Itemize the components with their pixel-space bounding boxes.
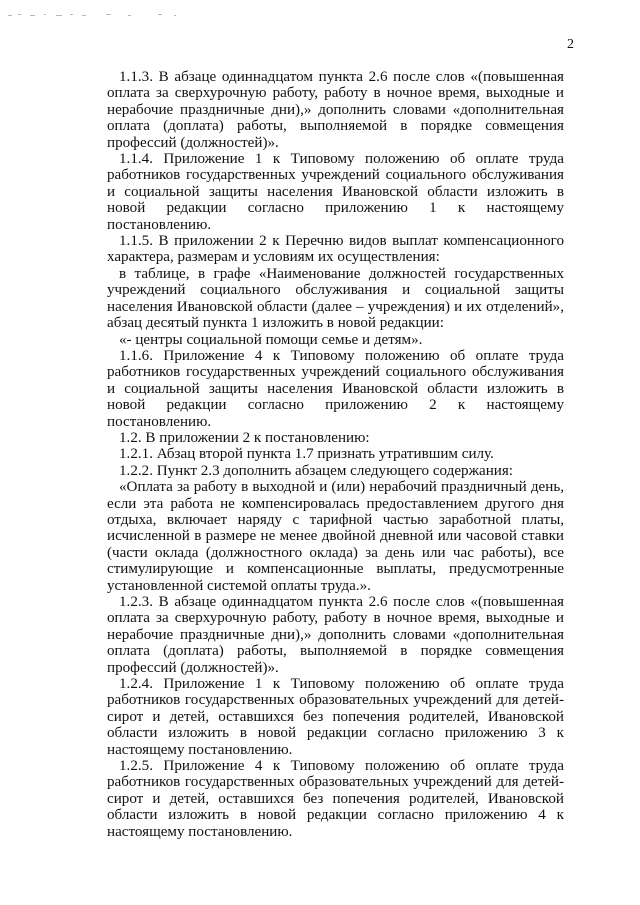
paragraph-1-2-3: 1.2.3. В абзаце одиннадцатом пункта 2.6 после слов «(повышенная оплата за сверхурочную работу, работу в ночное время, выходные и нерабочие праздничные дни),» дополнить словами «дополнительная оплата (доплата) работы, выполняемой в порядке совмещения профессий (должностей)». bbox=[107, 594, 564, 676]
paragraph-1-2-2: 1.2.2. Пункт 2.3 дополнить абзацем следующего содержания: bbox=[119, 462, 513, 479]
paragraph-holiday-pay-quote: «Оплата за работу в выходной и (или) нерабочий праздничный день, если эта работа не компенсировалась предоставлением другого дня отдыха, включает наряду с тарифной частью заработной платы, исчисленной в размере не менее двойной дневной или часовой ставки (части оклада (должностного оклада) за день или час работы), все стимулирующие и компенсационные выплаты, предусмотренные установленной системой оплаты труда.». bbox=[107, 479, 564, 594]
paragraph-quote-centers: «- центры социальной помощи семье и детям». bbox=[119, 331, 423, 348]
paragraph-1-1-6: 1.1.6. Приложение 4 к Типовому положению об оплате труда работников государственных учреждений социального обслуживания и социальной защиты населения Ивановской области изложить в новой редакции согласно приложению 2 к настоящему постановлению. bbox=[107, 347, 564, 430]
scan-artifact-marks bbox=[8, 10, 188, 20]
paragraph-1-1-3: 1.1.3. В абзаце одиннадцатом пункта 2.6 после слов «(повышенная оплата за сверхурочную работу, работу в ночное время, выходные и нерабочие праздничные дни),» дополнить словами «дополнительная оплата (доплата) работы, выполняемой в порядке совмещения профессий (должностей)». bbox=[107, 69, 564, 151]
paragraph-table-graph: в таблице, в графе «Наименование должностей государственных учреждений социального обслуживания и социальной защиты населения Ивановской области (далее – учреждения) и их отделений», абзац десятый пункта 1 изложить в новой редакции: bbox=[107, 265, 564, 332]
paragraph-1-2-1: 1.2.1. Абзац второй пункта 1.7 признать утратившим силу. bbox=[119, 446, 494, 463]
page-number: 2 bbox=[567, 37, 574, 52]
paragraph-1-1-5: 1.1.5. В приложении 2 к Перечню видов выплат компенсационного характера, размерам и условиям их осуществления: bbox=[107, 233, 564, 266]
paragraph-1-2: 1.2. В приложении 2 к постановлению: bbox=[119, 429, 370, 446]
paragraph-1-2-5: 1.2.5. Приложение 4 к Типовому положению об оплате труда работников государственных образовательных учреждений для детей-сирот и детей, оставшихся без попечения родителей, Ивановской области изложить в новой редакции согласно приложению 4 к настоящему постановлению. bbox=[107, 758, 564, 840]
document-body bbox=[107, 69, 564, 840]
paragraph-1-2-4: 1.2.4. Приложение 1 к Типовому положению об оплате труда работников государственных образовательных учреждений для детей-сирот и детей, оставшихся без попечения родителей, Ивановской области изложить в новой редакции согласно приложению 3 к настоящему постановлению. bbox=[107, 676, 564, 758]
paragraph-1-1-4: 1.1.4. Приложение 1 к Типовому положению об оплате труда работников государственных учреждений социального обслуживания и социальной защиты населения Ивановской области изложить в новой редакции согласно приложению 1 к настоящему постановлению. bbox=[107, 151, 564, 233]
